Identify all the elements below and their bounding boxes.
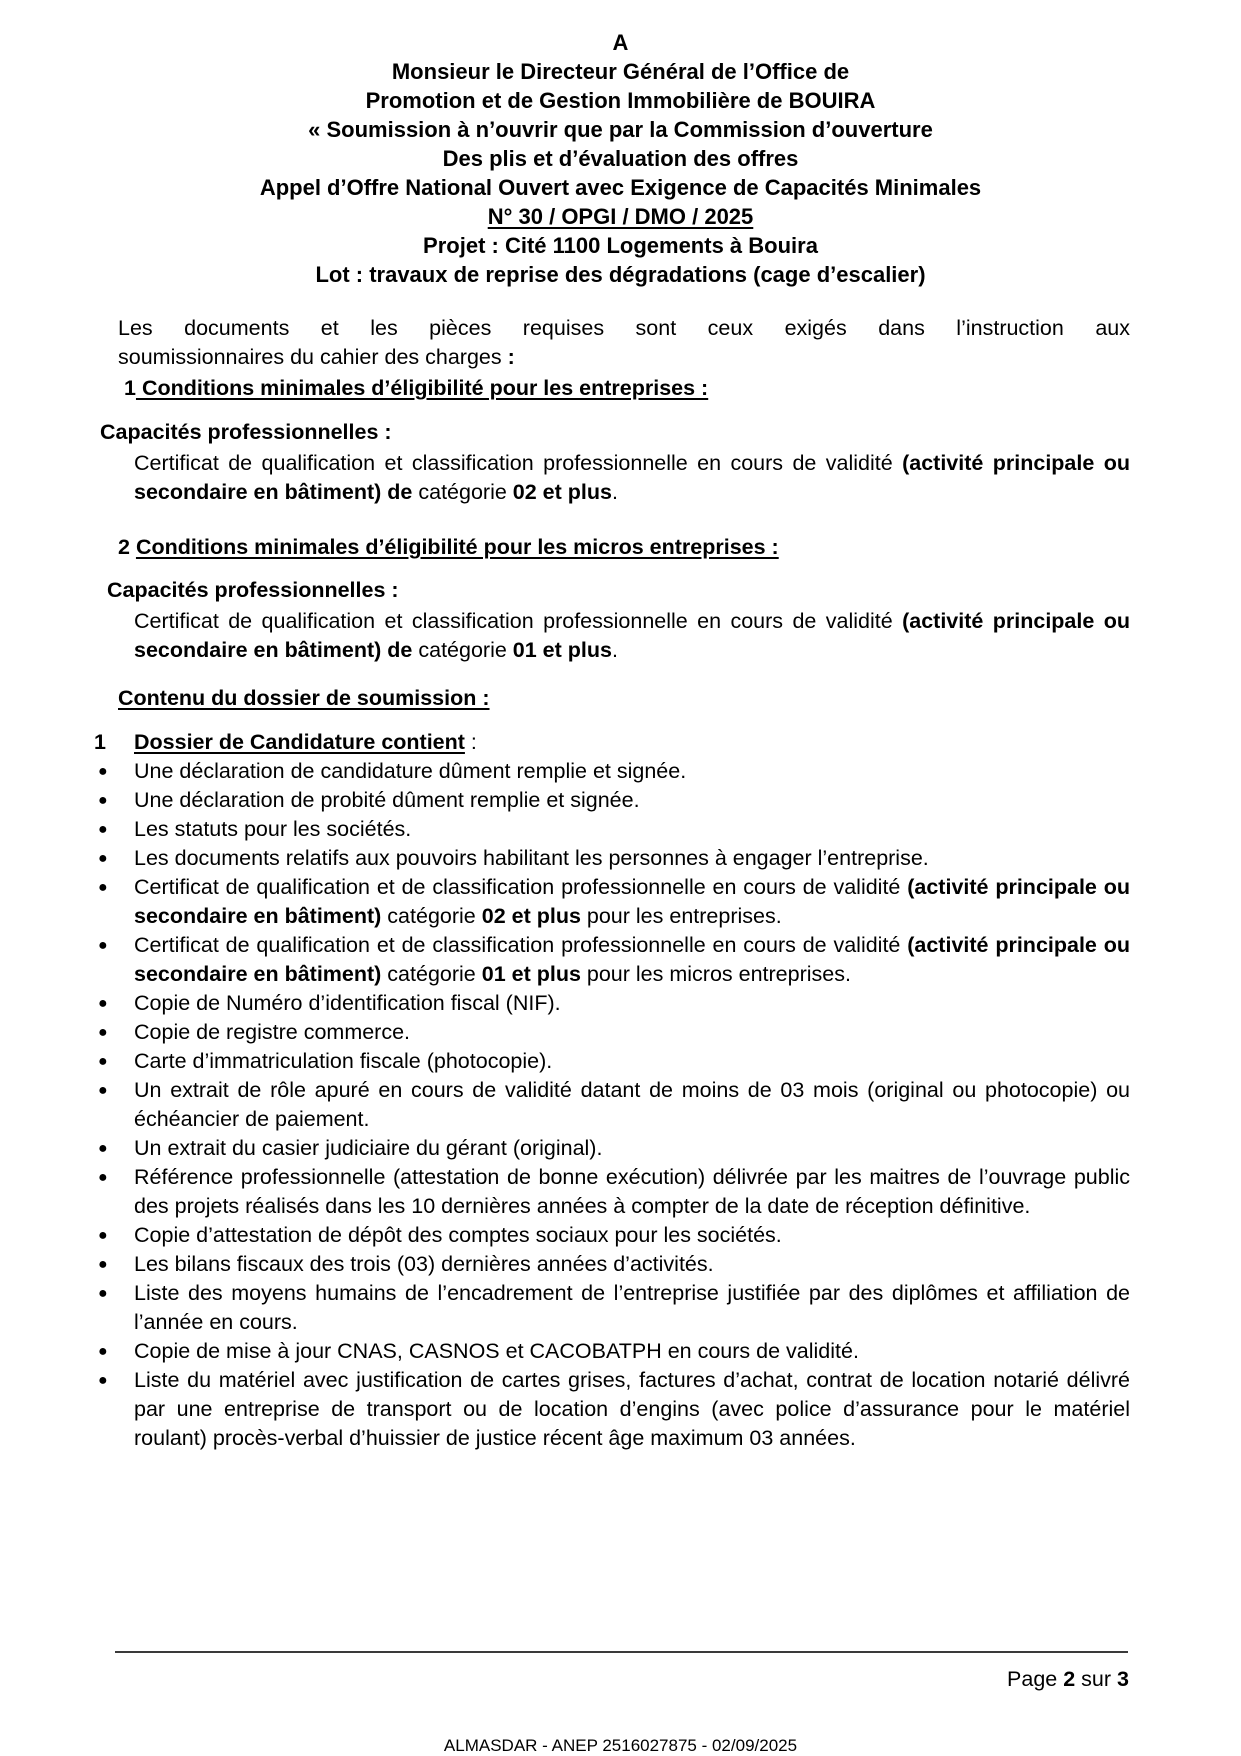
list-item: ● Copie de mise à jour CNAS, CASNOS et CACOBATPH en cours de validité. bbox=[94, 1337, 1130, 1366]
list-item: ● Une déclaration de probité dûment remplie et signée. bbox=[94, 786, 1130, 815]
tender-reference: N° 30 / OPGI / DMO / 2025 bbox=[487, 204, 754, 229]
intro-line: soumissionnaires du cahier des charges : bbox=[118, 345, 515, 369]
bullet-icon: ● bbox=[98, 937, 108, 954]
dossier-heading: 1 Dossier de Candidature contient : bbox=[94, 730, 477, 754]
bullet-icon: ● bbox=[98, 1285, 108, 1302]
bullet-icon: ● bbox=[98, 1372, 108, 1389]
section-1-certificate: Certificat de qualification et classification professionnelle en cours de validité (activité principale ou secondaire en bâtiment) de catégorie 02 et plus. bbox=[134, 451, 1130, 504]
section-2-capacities-label: Capacités professionnelles : bbox=[107, 578, 399, 602]
list-item: ● Une déclaration de candidature dûment remplie et signée. bbox=[94, 757, 1130, 786]
bullet-icon: ● bbox=[98, 1169, 108, 1186]
header-line: « Soumission à n’ouvrir que par la Commission d’ouverture bbox=[308, 117, 933, 142]
list-item: ● Les documents relatifs aux pouvoirs habilitant les personnes à engager l’entreprise. bbox=[94, 844, 1130, 873]
letter-header bbox=[0, 28, 1241, 289]
list-item: ● Liste des moyens humains de l’encadrement de l’entreprise justifiée par des diplômes et affiliation de l’année en cours. bbox=[94, 1279, 1130, 1337]
contenu-heading: Contenu du dossier de soumission : bbox=[118, 686, 490, 710]
addressee-prefix: A bbox=[612, 30, 629, 55]
list-item: ● Un extrait du casier judiciaire du gérant (original). bbox=[94, 1134, 1130, 1163]
intro-line: Les documents et les pièces requises sont ceux exigés dans l’instruction aux bbox=[118, 316, 1130, 340]
bullet-icon: ● bbox=[98, 1024, 108, 1041]
list-item: ● Un extrait de rôle apuré en cours de validité datant de moins de 03 mois (original ou photocopie) ou échéancier de paiement. bbox=[94, 1076, 1130, 1134]
list-item: ● Copie d’attestation de dépôt des comptes sociaux pour les sociétés. bbox=[94, 1221, 1130, 1250]
bullet-icon: ● bbox=[98, 995, 108, 1012]
page-number: Page 2 sur 3 bbox=[1007, 1667, 1129, 1691]
bullet-icon: ● bbox=[98, 1053, 108, 1070]
header-line: Appel d’Offre National Ouvert avec Exigence de Capacités Minimales bbox=[259, 175, 982, 200]
section-2-heading: 2 Conditions minimales d’éligibilité pour les micros entreprises : bbox=[118, 535, 779, 559]
header-line: Des plis et d’évaluation des offres bbox=[442, 146, 799, 171]
list-item: ● Les bilans fiscaux des trois (03) dernières années d’activités. bbox=[94, 1250, 1130, 1279]
section-2-certificate: Certificat de qualification et classification professionnelle en cours de validité (activité principale ou secondaire en bâtiment) de catégorie 01 et plus. bbox=[134, 609, 1130, 662]
bullet-icon: ● bbox=[98, 1343, 108, 1360]
bullet-icon: ● bbox=[98, 850, 108, 867]
list-item: ● Copie de Numéro d’identification fiscal (NIF). bbox=[94, 989, 1130, 1018]
list-item: ● Référence professionnelle (attestation de bonne exécution) délivrée par les maitres de l’ouvrage public des projets réalisés dans les 10 dernières années à compter de la date de réception définitive. bbox=[94, 1163, 1130, 1221]
list-item: ● Liste du matériel avec justification de cartes grises, factures d’achat, contrat de location notarié délivré par une entreprise de transport ou de location d’engins (avec police d’assurance pour le matériel roulant) procès-verbal d’huissier de justice récent âge maximum 03 années. bbox=[94, 1366, 1130, 1453]
bullet-icon: ● bbox=[98, 1256, 108, 1273]
bullet-icon: ● bbox=[98, 763, 108, 780]
bullet-icon: ● bbox=[98, 879, 108, 896]
lot-title: Lot : travaux de reprise des dégradations (cage d’escalier) bbox=[315, 262, 926, 287]
list-item: ● Les statuts pour les sociétés. bbox=[94, 815, 1130, 844]
bullet-icon: ● bbox=[98, 1227, 108, 1244]
dossier-list bbox=[94, 728, 1130, 1453]
list-item: ● Certificat de qualification et de classification professionnelle en cours de validité (activité principale ou secondaire en bâtiment) catégorie 01 et plus pour les micros entreprises. bbox=[94, 931, 1130, 989]
bullet-icon: ● bbox=[98, 821, 108, 838]
section-1-capacities-label: Capacités professionnelles : bbox=[100, 420, 392, 444]
list-item: ● Certificat de qualification et de classification professionnelle en cours de validité (activité principale ou secondaire en bâtiment) catégorie 02 et plus pour les entreprises. bbox=[94, 873, 1130, 931]
bullet-icon: ● bbox=[98, 792, 108, 809]
list-item: ● Copie de registre commerce. bbox=[94, 1018, 1130, 1047]
header-line: Promotion et de Gestion Immobilière de BOUIRA bbox=[365, 88, 876, 113]
intro-paragraph bbox=[118, 314, 1130, 372]
bullet-icon: ● bbox=[98, 1140, 108, 1157]
project-title: Projet : Cité 1100 Logements à Bouira bbox=[423, 233, 818, 258]
bullet-icon: ● bbox=[98, 1082, 108, 1099]
publication-source: ALMASDAR - ANEP 2516027875 - 02/09/2025 bbox=[443, 1736, 798, 1755]
footer-divider bbox=[115, 1651, 1128, 1653]
header-line: Monsieur le Directeur Général de l’Office de bbox=[391, 59, 850, 84]
section-1-heading: 1 Conditions minimales d’éligibilité pour les entreprises : bbox=[124, 376, 709, 400]
list-item: ● Carte d’immatriculation fiscale (photocopie). bbox=[94, 1047, 1130, 1076]
